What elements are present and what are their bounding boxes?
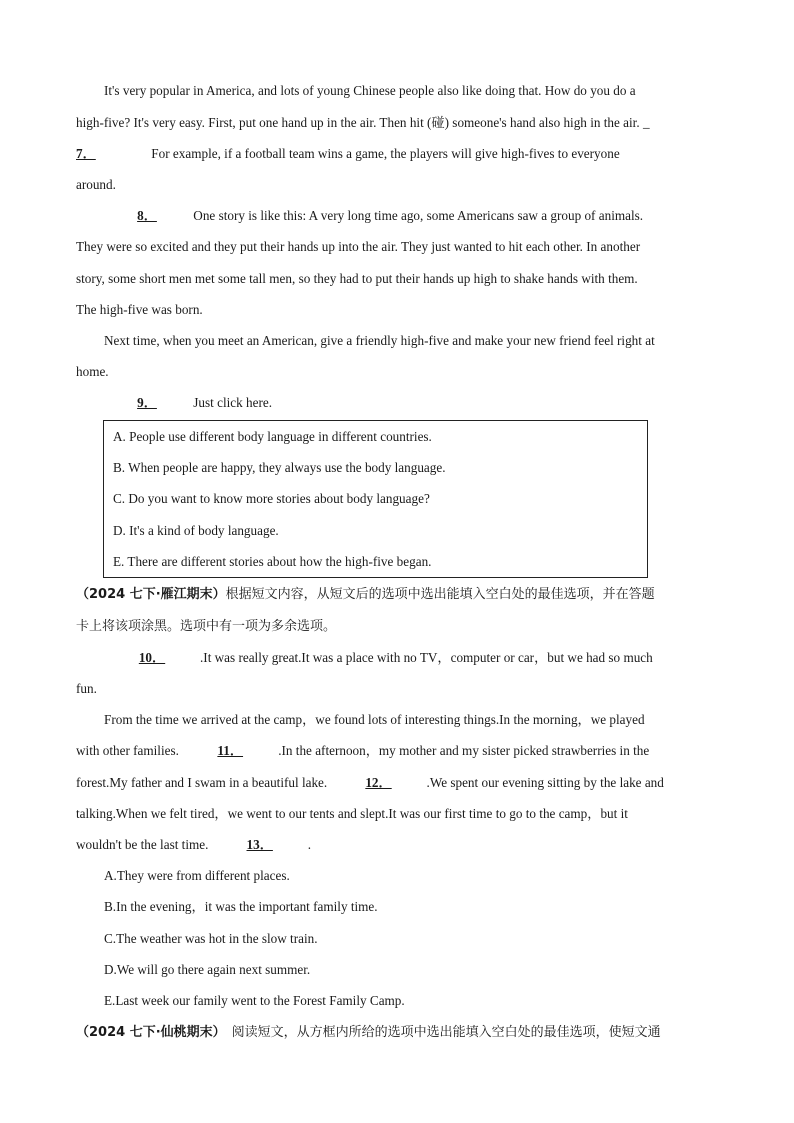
blank-9: 9． xyxy=(137,395,157,410)
section-header xyxy=(76,585,655,604)
text-run: One story is like this: A very long time ago, some Americans saw a group of animals. xyxy=(190,208,644,223)
text-run: Just click here. xyxy=(190,395,273,410)
paragraph-line: around. xyxy=(76,177,116,192)
paragraph-line xyxy=(104,207,643,225)
blank-13: 13． xyxy=(246,837,273,852)
option-d: D.We will go there again next summer. xyxy=(104,962,311,977)
text-run: .We spent our evening sitting by the lake and xyxy=(426,775,664,790)
text-run: For example, if a football team wins a game, the players will give high-fives to everyone xyxy=(148,146,620,161)
text-run: .It was really great.It was a place with no TV，computer or car，but we had so much xyxy=(200,650,653,665)
text-run: wouldn't be the last time. xyxy=(76,837,212,852)
paragraph-line: story, some short men met some tall men, so they had to put their hands up high to shake hands with them. xyxy=(76,271,638,286)
text-run: forest.My father and I swam in a beautiful lake. xyxy=(76,775,331,790)
paragraph-line: From the time we arrived at the camp，we found lots of interesting things.In the morning，we played xyxy=(104,712,645,727)
paragraph-line xyxy=(104,394,272,412)
paragraph-line xyxy=(76,836,311,854)
source-tag: （2024 七下·仙桃期末） xyxy=(76,1025,226,1040)
text-run: . xyxy=(307,837,311,852)
option-a: A. People use different body language in different countries. xyxy=(113,429,432,444)
paragraph-line: Next time, when you meet an American, give a friendly high-five and make your new friend feel right at xyxy=(104,333,655,348)
option-c: C. Do you want to know more stories about body language? xyxy=(113,491,430,506)
paragraph-line xyxy=(76,742,649,760)
paragraph-line: home. xyxy=(76,364,109,379)
paragraph-line: fun. xyxy=(76,681,97,696)
paragraph-line: It's very popular in America, and lots of young Chinese people also like doing that. How do you do a xyxy=(104,83,636,98)
blank-10: 10． xyxy=(138,650,166,665)
option-e: E.Last week our family went to the Forest Family Camp. xyxy=(104,993,405,1008)
paragraph-line: The high-five was born. xyxy=(76,302,203,317)
option-c: C.The weather was hot in the slow train. xyxy=(104,931,318,946)
blank-12: 12． xyxy=(365,775,392,790)
paragraph-line xyxy=(76,145,620,163)
text-run: with other families. xyxy=(76,743,183,758)
option-d: D. It's a kind of body language. xyxy=(113,523,279,538)
paragraph-line xyxy=(104,649,653,667)
blank-11: 11． xyxy=(217,743,244,758)
section-header xyxy=(76,1023,661,1042)
source-tag: （2024 七下·雁江期末） xyxy=(76,587,226,602)
paragraph-line: high-five? It's very easy. First, put one hand up in the air. Then hit (碰) someone's hand also high in the air. _ xyxy=(76,115,650,130)
instructions: 阅读短文，从方框内所给的选项中选出能填入空白处的最佳选项，使短文通 xyxy=(231,1025,661,1040)
option-b: B. When people are happy, they always use the body language. xyxy=(113,460,446,475)
paragraph-line: They were so excited and they put their hands up into the air. They just wanted to hit each other. In another xyxy=(76,239,641,254)
option-a: A.They were from different places. xyxy=(104,868,290,883)
option-b: B.In the evening，it was the important family time. xyxy=(104,899,378,914)
instructions-line: 卡上将该项涂黑。选项中有一项为多余选项。 xyxy=(76,619,337,634)
paragraph-line xyxy=(76,774,664,792)
text-run: .In the afternoon，my mother and my sister picked strawberries in the xyxy=(278,743,650,758)
option-e: E. There are different stories about how the high-five began. xyxy=(113,554,432,569)
blank-7: 7． xyxy=(76,146,96,161)
instructions: 根据短文内容，从短文后的选项中选出能填入空白处的最佳选项，并在答题 xyxy=(225,587,655,602)
paragraph-line: talking.When we felt tired，we went to our tents and slept.It was our first time to go to the camp，but it xyxy=(76,806,628,821)
blank-8: 8． xyxy=(137,208,157,223)
